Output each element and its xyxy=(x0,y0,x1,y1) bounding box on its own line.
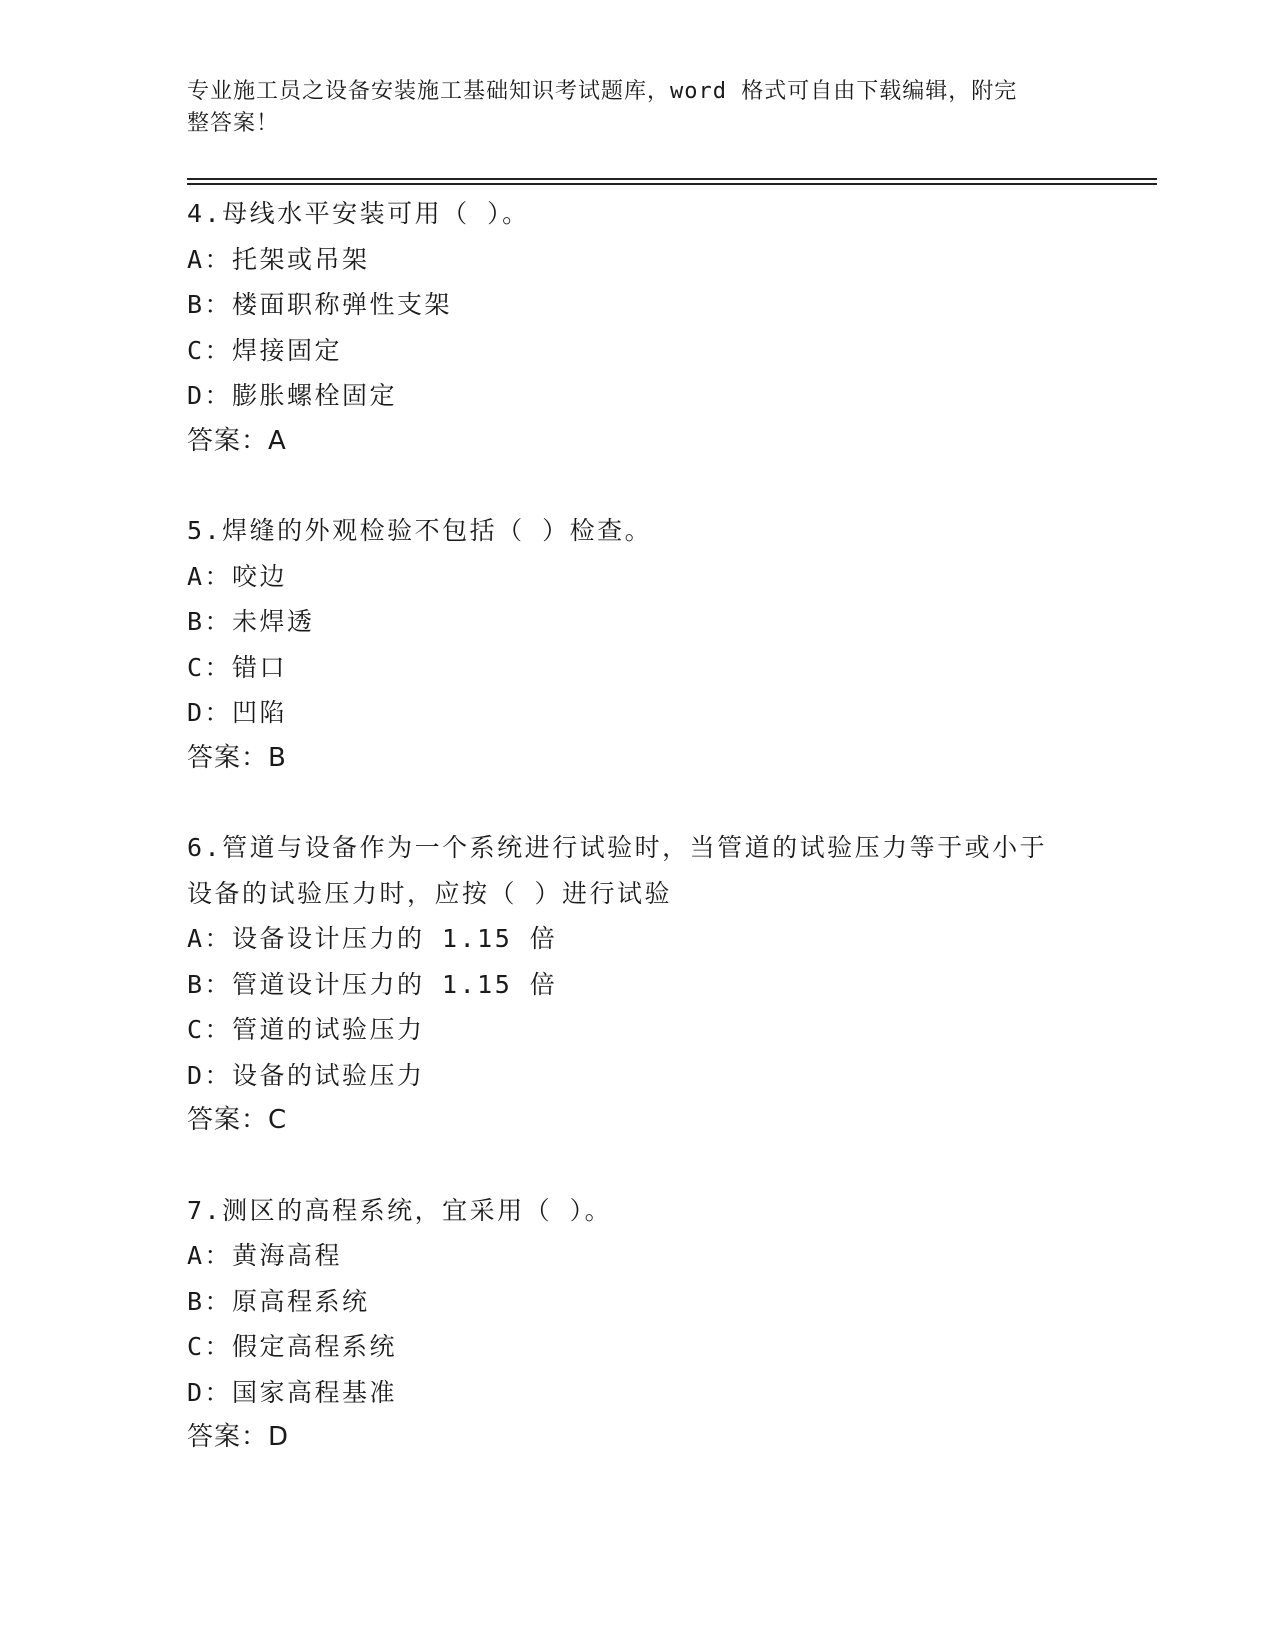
option-d xyxy=(187,690,1067,736)
question-5 xyxy=(187,508,1067,781)
header-line-1: 专业施工员之设备安装施工基础知识考试题库，word 格式可自由下载编辑，附完 xyxy=(187,79,1018,104)
option-text: 错口 xyxy=(232,652,288,682)
option-b xyxy=(187,599,1067,645)
option-letter: C： xyxy=(187,335,233,365)
question-stem: 7.测区的高程系统，宜采用（ ）。 xyxy=(187,1195,613,1225)
header-line-2: 整答案！ xyxy=(187,111,280,136)
option-text: 假定高程系统 xyxy=(232,1332,398,1361)
option-a xyxy=(187,1233,1067,1279)
question-4 xyxy=(187,191,1067,464)
header-divider-bottom xyxy=(187,183,1157,185)
question-stem: 6.管道与设备作为一个系统进行试验时，当管道的试验压力等于或小于设备的试验压力时，应按（ ）进行试验 xyxy=(187,833,1048,908)
option-letter: A： xyxy=(187,924,233,953)
answer-line: 答案：D xyxy=(187,1422,290,1452)
option-d xyxy=(187,1053,1067,1099)
question-7 xyxy=(187,1188,1067,1461)
question-stem: 5.焊缝的外观检验不包括（ ）检查。 xyxy=(187,516,653,545)
option-text: 凹陷 xyxy=(232,698,288,727)
option-text: 咬边 xyxy=(232,561,288,591)
option-letter: A： xyxy=(187,244,233,274)
document-header xyxy=(187,76,1067,140)
option-text: 未焊透 xyxy=(232,607,315,636)
question-6 xyxy=(187,825,1067,1144)
option-letter: D： xyxy=(187,381,233,410)
option-letter: B： xyxy=(187,1286,233,1316)
answer-line: 答案：B xyxy=(187,742,287,773)
option-d xyxy=(187,1370,1067,1416)
option-letter: D： xyxy=(187,1377,233,1407)
option-text: 黄海高程 xyxy=(232,1241,343,1270)
option-letter: A： xyxy=(187,1241,233,1270)
option-a xyxy=(187,554,1067,600)
option-letter: B： xyxy=(187,607,233,636)
option-c xyxy=(187,1324,1067,1370)
header-divider-top xyxy=(187,178,1157,180)
option-b xyxy=(187,1279,1067,1325)
option-text: 膨胀螺栓固定 xyxy=(232,381,398,410)
option-text: 焊接固定 xyxy=(232,335,343,365)
option-letter: C： xyxy=(187,1332,233,1361)
answer-line: 答案：A xyxy=(187,425,287,456)
option-text: 楼面职称弹性支架 xyxy=(232,290,453,319)
option-letter: D： xyxy=(187,698,233,727)
option-a xyxy=(187,237,1067,283)
option-text: 设备设计压力的 1.15 倍 xyxy=(232,924,558,953)
option-b xyxy=(187,962,1067,1008)
option-text: 设备的试验压力 xyxy=(232,1060,425,1090)
option-a xyxy=(187,916,1067,962)
option-c xyxy=(187,1007,1067,1053)
option-text: 管道设计压力的 1.15 倍 xyxy=(232,969,558,999)
option-letter: C： xyxy=(187,652,233,682)
option-text: 国家高程基准 xyxy=(232,1377,398,1407)
option-text: 原高程系统 xyxy=(232,1286,370,1316)
option-c xyxy=(187,645,1067,691)
answer-line: 答案：C xyxy=(187,1105,288,1135)
option-b xyxy=(187,282,1067,328)
option-d xyxy=(187,373,1067,419)
option-text: 托架或吊架 xyxy=(232,244,370,274)
option-letter: B： xyxy=(187,969,233,999)
option-letter: C： xyxy=(187,1015,233,1044)
question-list xyxy=(187,191,1067,1505)
question-stem: 4.母线水平安装可用（ ）。 xyxy=(187,199,530,228)
option-letter: A： xyxy=(187,561,233,591)
option-letter: B： xyxy=(187,290,233,319)
option-text: 管道的试验压力 xyxy=(232,1015,425,1044)
option-c xyxy=(187,328,1067,374)
option-letter: D： xyxy=(187,1060,233,1090)
